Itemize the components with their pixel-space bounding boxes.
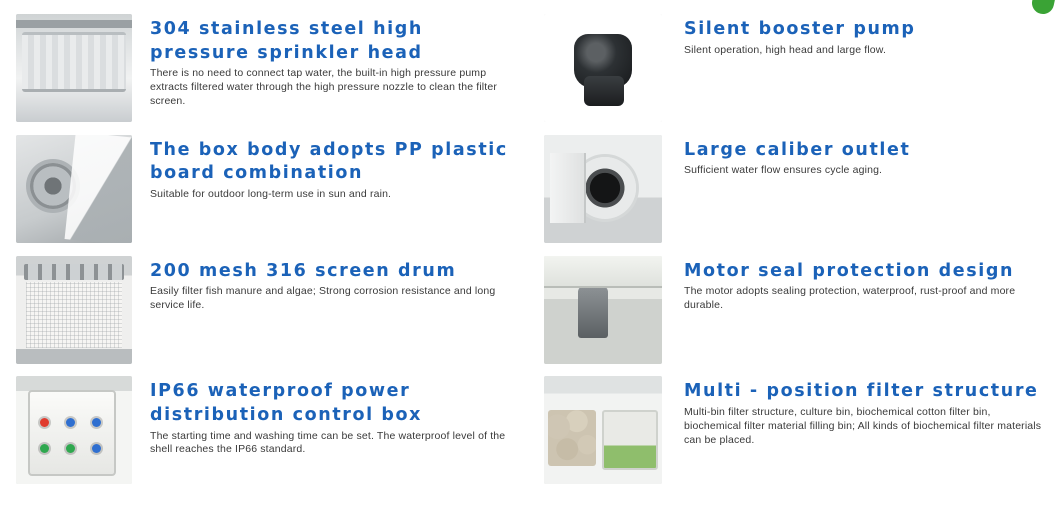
feature-title: Large caliber outlet [684, 139, 911, 160]
feature-image-sprinkler-head [16, 14, 132, 122]
right-feature-column [530, 0, 1060, 507]
feature-item [544, 256, 1050, 377]
feature-description: Multi-bin filter structure, culture bin, biochemical cotton filter bin, biochemical filter material filling bin; All kinds of biochemical filter materials can be placed. [684, 405, 1042, 446]
feature-description: Easily filter fish manure and algae; Strong corrosion resistance and long service life. [150, 285, 496, 311]
feature-title: Motor seal protection design [684, 260, 1015, 281]
feature-text [662, 135, 1050, 178]
feature-text [132, 376, 520, 457]
leaf-icon [1030, 0, 1056, 16]
feature-text [132, 256, 520, 313]
brand-logo-corner [1030, 0, 1056, 20]
feature-item [544, 14, 1050, 135]
feature-text [662, 256, 1050, 313]
feature-image-mesh-drum [16, 256, 132, 364]
feature-text [132, 14, 520, 109]
feature-item [16, 256, 520, 377]
feature-image-pp-board-drum [16, 135, 132, 243]
feature-title: Multi - position filter structure [684, 381, 1039, 402]
feature-description: Suitable for outdoor long-term use in sun and rain. [150, 188, 392, 200]
feature-description: The starting time and washing time can be set. The waterproof level of the shell reaches the IP66 standard. [150, 429, 506, 456]
feature-title: 200 mesh 316 screen drum [150, 260, 457, 281]
feature-description: Sufficient water flow ensures cycle aging. [684, 164, 883, 177]
feature-image-motor-seal [544, 256, 662, 364]
feature-image-large-outlet [544, 135, 662, 243]
feature-title: The box body adopts PP plastic board combination [150, 139, 508, 184]
feature-description: Silent operation, high head and large flow. [684, 43, 887, 56]
feature-description: The motor adopts sealing protection, waterproof, rust-proof and more durable. [684, 285, 1016, 311]
feature-text [662, 14, 1050, 57]
feature-item [16, 14, 520, 135]
feature-title: Silent booster pump [684, 19, 916, 39]
feature-title: IP66 waterproof power distribution control box [150, 381, 423, 425]
feature-text [132, 135, 520, 202]
feature-title: 304 stainless steel high pressure sprinkler head [150, 19, 423, 63]
feature-item [16, 135, 520, 256]
feature-item [544, 135, 1050, 256]
feature-text [662, 376, 1050, 447]
feature-image-booster-pump [544, 14, 662, 122]
feature-image-multi-filter [544, 376, 662, 484]
indicator-lights [40, 418, 104, 462]
feature-description: There is no need to connect tap water, the built-in high pressure pump extracts filtered water through the high pressure nozzle to clean the filter screen. [150, 67, 497, 107]
feature-item [544, 376, 1050, 497]
feature-item [16, 376, 520, 497]
feature-image-control-box [16, 376, 132, 484]
